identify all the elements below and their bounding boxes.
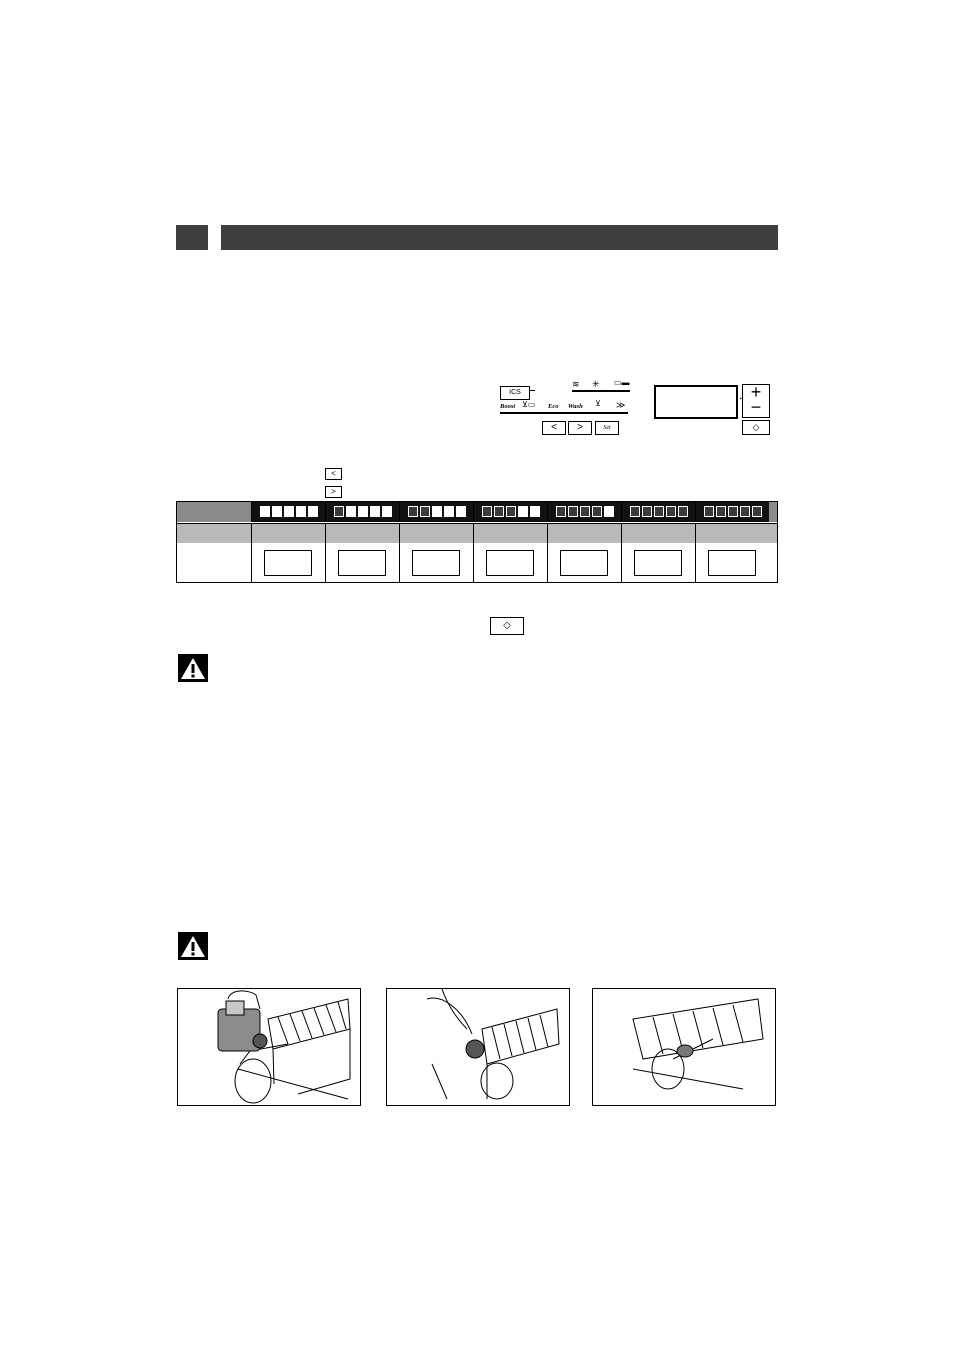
display-cell <box>399 543 473 582</box>
level-square <box>678 506 688 517</box>
display-value-box <box>264 550 312 576</box>
display-value-box <box>412 550 460 576</box>
display-cell <box>251 543 325 582</box>
warning-icon <box>178 932 208 960</box>
level-square <box>420 506 430 517</box>
level-cell <box>399 502 473 522</box>
start-button[interactable]: ◇ <box>742 420 770 435</box>
minus-button[interactable]: − <box>750 397 762 417</box>
table-cell <box>177 524 251 543</box>
table-cell <box>177 543 251 582</box>
level-square <box>506 506 516 517</box>
rinse-aid-icon: ✳ <box>592 379 600 389</box>
level-cell <box>325 502 399 522</box>
level-square <box>568 506 578 517</box>
table-cell <box>473 524 547 543</box>
right-key-button[interactable]: > <box>568 421 592 435</box>
display-value-box <box>708 550 756 576</box>
level-square <box>494 506 504 517</box>
table-cell <box>399 524 473 543</box>
level-square <box>752 506 762 517</box>
illustration-closing-cap <box>386 988 570 1106</box>
left-key-button[interactable]: < <box>542 421 566 435</box>
plus-minus-buttons[interactable] <box>742 384 770 418</box>
level-cell <box>251 502 325 522</box>
lcd-display <box>654 385 738 419</box>
level-squares <box>334 506 392 517</box>
display-value-box <box>560 550 608 576</box>
level-square <box>444 506 454 517</box>
level-square <box>728 506 738 517</box>
ics-tick <box>530 390 535 391</box>
level-square <box>604 506 614 517</box>
level-squares <box>260 506 318 517</box>
level-cell <box>473 502 547 522</box>
inline-start-icon: ◇ <box>490 617 524 635</box>
level-table <box>176 501 778 583</box>
level-square <box>740 506 750 517</box>
level-square <box>666 506 676 517</box>
level-squares <box>408 506 466 517</box>
salt-icon: ≋ <box>572 379 580 389</box>
level-square <box>382 506 392 517</box>
table-cell <box>695 524 769 543</box>
level-square <box>482 506 492 517</box>
half-load-icon: ⊻▭ <box>522 400 536 409</box>
table-header-row <box>177 502 777 522</box>
wash-label: Wash <box>568 403 583 410</box>
warning-icon <box>178 654 208 682</box>
display-value-box <box>486 550 534 576</box>
boost-label: Boost <box>500 403 516 410</box>
level-square <box>530 506 540 517</box>
level-squares <box>704 506 762 517</box>
level-square <box>334 506 344 517</box>
display-value-box <box>634 550 682 576</box>
display-cell <box>621 543 695 582</box>
level-squares <box>482 506 540 517</box>
level-square <box>284 506 294 517</box>
level-square <box>456 506 466 517</box>
level-square <box>642 506 652 517</box>
set-button[interactable]: Set <box>595 421 619 435</box>
level-square <box>370 506 380 517</box>
level-square <box>272 506 282 517</box>
level-cell <box>695 502 769 522</box>
door-icon: ▭▬ <box>614 378 630 387</box>
level-square <box>654 506 664 517</box>
fast-forward-icon: ≫ <box>616 400 626 410</box>
display-value-box <box>338 550 386 576</box>
level-square <box>432 506 442 517</box>
level-square <box>308 506 318 517</box>
level-square <box>260 506 270 517</box>
level-square <box>358 506 368 517</box>
table-middle-row <box>177 523 777 544</box>
level-square <box>556 506 566 517</box>
section-number-tab <box>176 225 208 250</box>
level-square <box>346 506 356 517</box>
ics-indicator: ICS <box>500 386 530 400</box>
illustration-cap-closed <box>592 988 776 1106</box>
top-indicator-line <box>572 390 630 392</box>
level-square <box>630 506 640 517</box>
level-square <box>408 506 418 517</box>
level-squares <box>556 506 614 517</box>
level-square <box>518 506 528 517</box>
display-cell <box>547 543 621 582</box>
level-cell <box>621 502 695 522</box>
inline-arrow-keys <box>325 468 359 496</box>
clock-icon: ◔ <box>738 396 743 403</box>
level-squares <box>630 506 688 517</box>
level-square <box>592 506 602 517</box>
table-cell <box>325 524 399 543</box>
level-square <box>296 506 306 517</box>
eco-label: Eco <box>548 403 559 410</box>
plus-button[interactable]: + <box>750 382 762 402</box>
level-square <box>716 506 726 517</box>
level-square <box>704 506 714 517</box>
header-label-cell <box>177 502 251 522</box>
table-display-row <box>177 543 777 582</box>
section-title-bar <box>221 225 778 250</box>
program-line <box>500 412 628 414</box>
display-cell <box>695 543 769 582</box>
display-cell <box>325 543 399 582</box>
table-cell <box>251 524 325 543</box>
table-cell <box>621 524 695 543</box>
glass-icon: ⊻ <box>595 399 601 408</box>
inline-left-key: < <box>325 468 342 480</box>
display-cell <box>473 543 547 582</box>
illustration-pouring-salt <box>177 988 361 1106</box>
table-cell <box>547 524 621 543</box>
level-cell <box>547 502 621 522</box>
level-square <box>580 506 590 517</box>
inline-right-key: > <box>325 486 342 498</box>
control-panel <box>498 376 780 438</box>
